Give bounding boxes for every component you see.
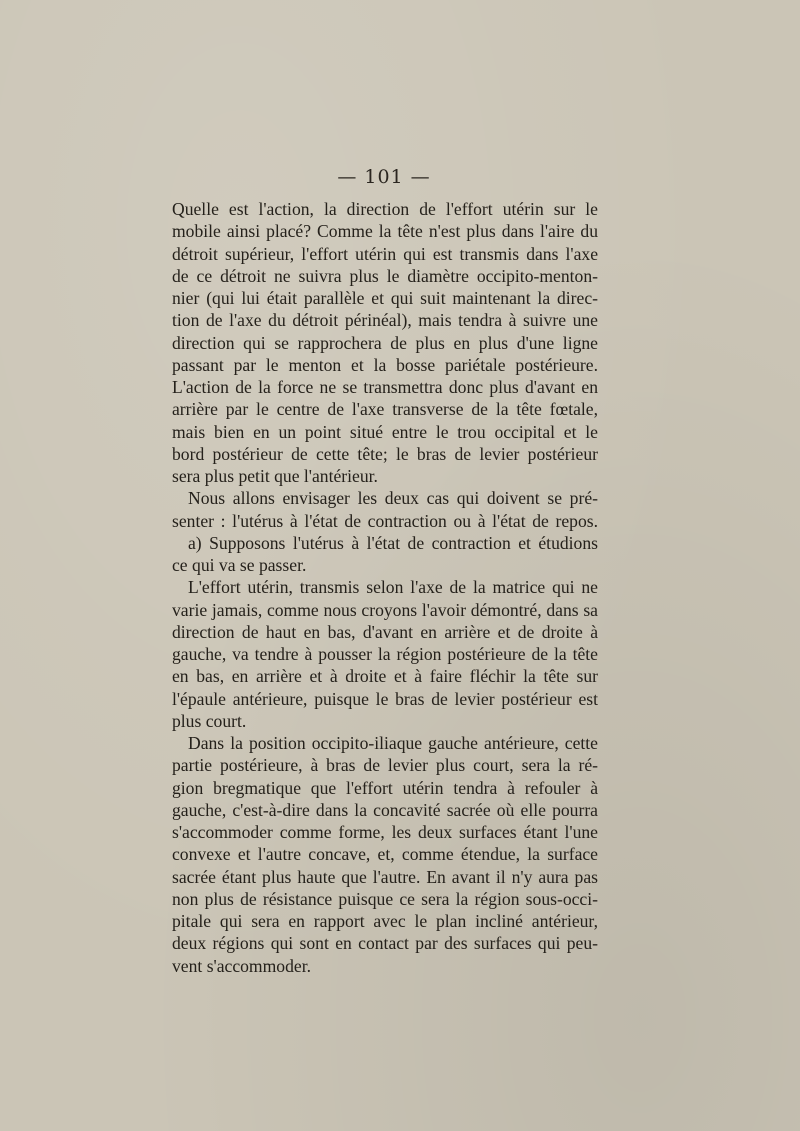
text-line: L'effort utérin, transmis selon l'axe de la matrice qui ne [188,577,598,598]
body-text [172,198,598,977]
text-line: Nous allons envisager les deux cas qui doivent se pré- [188,488,598,509]
text-line: plus court. [172,710,247,731]
text-line: tion de l'axe du détroit périnéal), mais tendra à suivre une [172,310,598,331]
text-line: sacrée étant plus haute que l'autre. En avant il n'y aura pas [172,866,598,887]
text-line: mais bien en un point situé entre le trou occipital et le [172,421,598,442]
text-line: non plus de résistance puisque ce sera la région sous-occi- [172,888,598,909]
text-line: vent s'accommoder. [172,955,311,976]
text-line: s'accommoder comme forme, les deux surfaces étant l'une [172,822,598,842]
text-line: deux régions qui sont en contact par des surfaces qui peu- [172,933,598,954]
text-line: l'épaule antérieure, puisque le bras de levier postérieur est [172,688,598,709]
text-line: en bas, en arrière et à droite et à faire fléchir la tête sur [172,666,598,687]
text-line: ce qui va se passer. [172,555,307,575]
text-line: mobile ainsi placé? Comme la tête n'est plus dans l'aire du [172,221,598,242]
text-line: senter : l'utérus à l'état de contraction ou à l'état de repos. [172,510,598,531]
text-line: direction qui se rapprochera de plus en plus d'une ligne [172,332,598,353]
text-line: varie jamais, comme nous croyons l'avoir démontré, dans sa [172,599,598,620]
text-line: passant par le menton et la bosse pariétale postérieure. [172,354,598,375]
text-line: Quelle est l'action, la direction de l'effort utérin sur le [172,199,598,219]
text-line: pitale qui sera en rapport avec le plan incliné antérieur, [172,911,598,931]
paragraph-5 [172,732,598,977]
text-line: de ce détroit ne suivra plus le diamètre occipito-menton- [172,265,598,286]
paragraph-3 [172,532,598,577]
paragraph-4 [172,576,598,732]
text-line: convexe et l'autre concave, et, comme étendue, la surface [172,844,598,865]
text-line: bord postérieur de cette tête; le bras de levier postérieur [172,443,598,464]
text-line: détroit supérieur, l'effort utérin qui est transmis dans l'axe [172,243,598,264]
text-line: direction de haut en bas, d'avant en arrière et de droite à [172,621,598,642]
text-line: arrière par le centre de l'axe transverse de la tête fœtale, [172,399,598,420]
text-line: partie postérieure, à bras de levier plus court, sera la ré- [172,755,598,776]
paragraph-1 [172,198,598,487]
page-number: — 101 — [337,166,431,188]
text-line: gauche, va tendre à pousser la région postérieure de la tête [172,644,598,664]
text-line: nier (qui lui était parallèle et qui suit maintenant la direc- [172,288,598,308]
text-line: L'action de la force ne se transmettra donc plus d'avant en [172,377,598,397]
text-line: gion bregmatique que l'effort utérin tendra à refouler à [172,777,598,798]
text-line: Dans la position occipito-iliaque gauche antérieure, cette [188,733,598,753]
paragraph-2 [172,487,598,532]
text-line: sera plus petit que l'antérieur. [172,466,378,486]
text-line: a) Supposons l'utérus à l'état de contraction et étudions [188,532,598,553]
text-line: gauche, c'est-à-dire dans la concavité sacrée où elle pourra [172,799,598,820]
